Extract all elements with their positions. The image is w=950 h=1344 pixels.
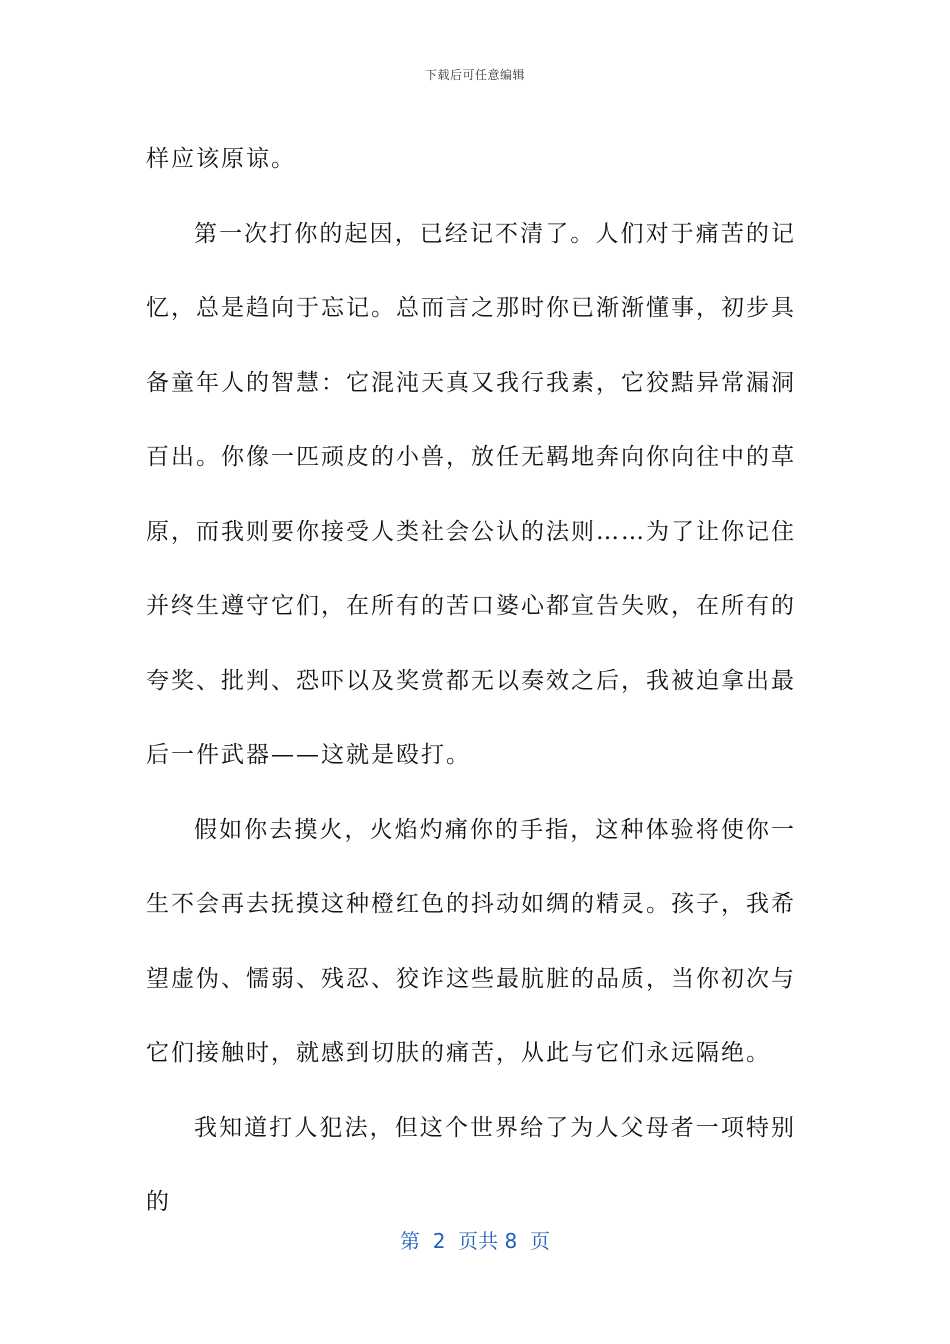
paragraph-continuation: 样应该原谅。 — [146, 146, 296, 172]
paragraph: 我知道打人犯法，但这个世界给了为人父母者一项特别的 — [146, 1114, 796, 1215]
page-header: 下载后可任意编辑 — [424, 68, 525, 82]
page-number-footer: 第 2 页共 8 页 — [400, 1229, 550, 1253]
paragraph: 假如你去摸火，火焰灼痛你的手指，这种体验将使你一生不会再去抚摸这种橙红色的抖动如绸的精灵。孩子，我希望虚伪、懦弱、残忍、狡诈这些最肮脏的品质，当你初次与它们接触时，就感到切肤的痛苦，从此与它们永远隔绝。 — [146, 816, 796, 1066]
document-body — [146, 122, 796, 1240]
paragraph: 第一次打你的起因，已经记不清了。人们对于痛苦的记忆，总是趋向于忘记。总而言之那时你已渐渐懂事，初步具备童年人的智慧：它混沌天真又我行我素，它狡黠异常漏洞百出。你像一匹顽皮的小兽，放任无羁地奔向你向往中的草原，而我则要你接受人类社会公认的法则……为了让你记住并终生遵守它们，在所有的苦口婆心都宣告失败，在所有的夸奖、批判、恐吓以及奖赏都无以奏效之后，我被迫拿出最后一件武器——这就是殴打。 — [146, 220, 796, 768]
